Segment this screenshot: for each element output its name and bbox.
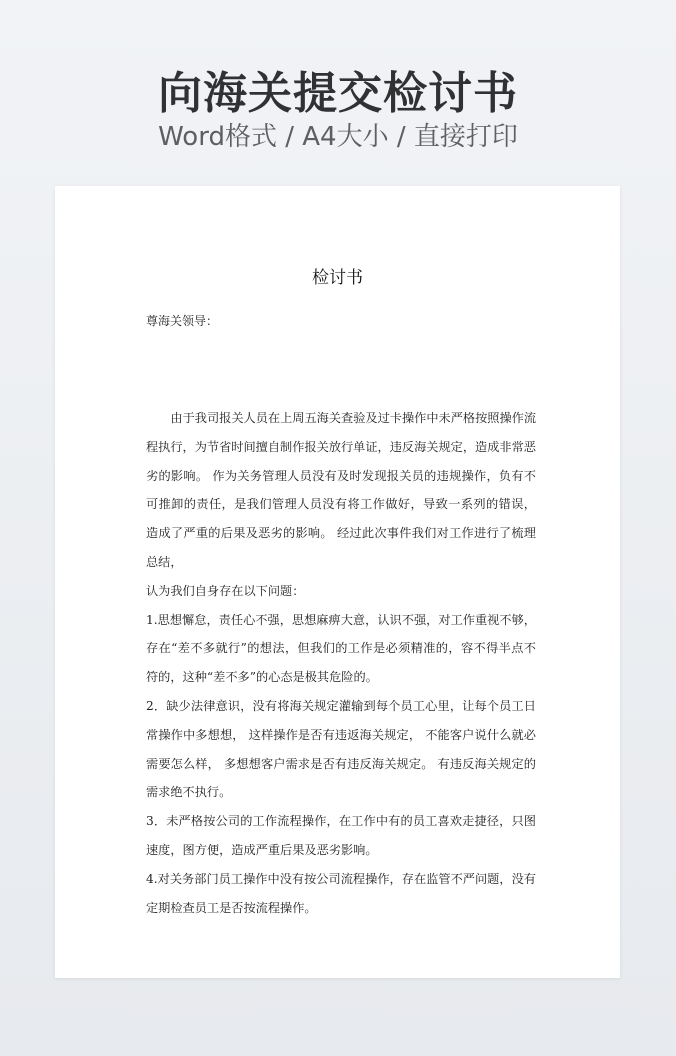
document-salutation: 尊海关领导： bbox=[146, 314, 219, 328]
paragraph-problem-2: 2．缺少法律意识，没有将海关规定灌输到每个员工心里，让每个员工日常操作中多想想， 这样操作是否有违返海关规定， 不能客户说什么就必需要怎么样， 多想想客户需求是否有违反海关规定。 有违反海关规定的需求绝不执行。 bbox=[146, 698, 536, 800]
paragraph-problem-1: 1.思想懈怠，责任心不强，思想麻痹大意，认识不强，对工作重视不够，存在“差不多就行”的想法，但我们的工作是必须精准的，容不得半点不符的，这种“差不多”的心态是极其危险的。 bbox=[146, 612, 536, 685]
document-body bbox=[146, 404, 536, 922]
document-page bbox=[55, 186, 620, 978]
paragraph-problem-3: 3．未严格按公司的工作流程操作，在工作中有的员工喜欢走捷径，只图速度，图方便，造成严重后果及恶劣影响。 bbox=[146, 814, 536, 857]
paragraph-problem-4: 4.对关务部门员工操作中没有按公司流程操作，存在监管不严问题，没有定期检查员工是否按流程操作。 bbox=[146, 871, 536, 915]
paragraph-problems-lead: 认为我们自身存在以下问题： bbox=[146, 583, 305, 598]
paragraph-intro: 由于我司报关人员在上周五海关查验及过卡操作中未严格按照操作流程执行，为节省时间擅自制作报关放行单证，违反海关规定，造成非常恶劣的影响。 作为关务管理人员没有及时发现报关员的违规操作，负有不可推卸的责任，是我们管理人员没有将工作做好，导致一系列的错误， 造成了严重的后果及恶劣的影响。 经过此次事件我们对工作进行了梳理总结， bbox=[146, 411, 537, 569]
page-title: 向海关提交检讨书 bbox=[158, 68, 518, 119]
page-subtitle: Word格式 / A4大小 / 直接打印 bbox=[158, 122, 518, 152]
document-title: 检讨书 bbox=[312, 268, 363, 288]
